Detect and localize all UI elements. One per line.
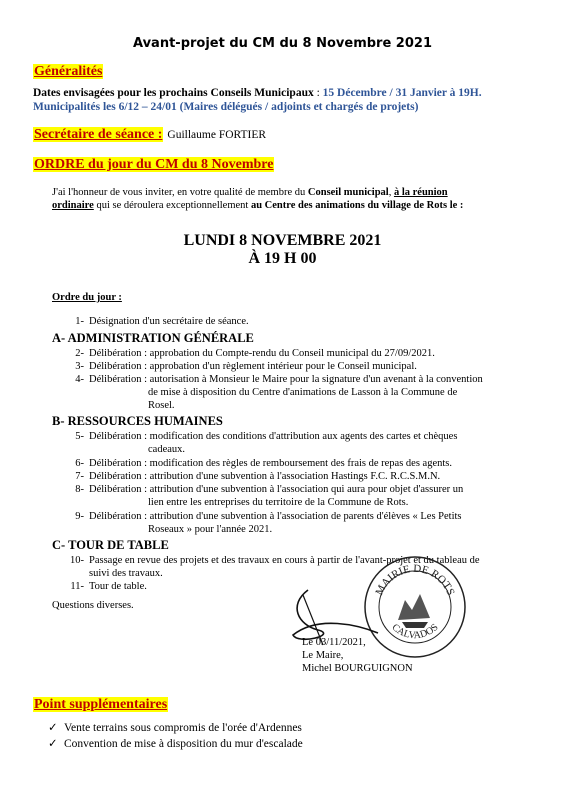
intro2-b: qui se déroulera exceptionnellement <box>93 200 251 211</box>
item-text: Tour de table. <box>89 581 147 592</box>
agenda-item-2 <box>58 348 435 361</box>
intro1-d: à la réunion <box>393 187 448 198</box>
meeting-time: À 19 H 00 <box>248 250 317 267</box>
dates-colon: : <box>313 87 320 99</box>
item-number: 3- <box>75 361 84 372</box>
stamp-bottom-text: CALVADOS <box>389 621 441 642</box>
ordre-heading <box>33 155 274 173</box>
dates-values: 15 Décembre / 31 Janvier à 19H. <box>319 87 482 99</box>
item-text: Désignation d'un secrétaire de séance. <box>89 316 249 327</box>
supplementaire-item-1 <box>48 720 302 734</box>
item-number: 8- <box>75 484 84 495</box>
item-number: 4- <box>75 374 84 385</box>
agenda-item-11 <box>58 581 147 594</box>
intro1-c: , <box>388 187 394 198</box>
letter-intro-line-2 <box>52 200 463 213</box>
item-number: 11- <box>70 581 84 592</box>
intro1-a: J'ai l'honneur de vous inviter, en votre qualité de membre du <box>52 187 308 198</box>
item-number: 10- <box>70 555 84 566</box>
signature-date: Le 03/11/2021, <box>302 637 366 648</box>
item-text: Délibération : attribution d'une subvention à l'association Hastings F.C. R.C.S.M.N. <box>89 471 441 482</box>
signature-role: Le Maire, <box>302 650 344 661</box>
agenda-item-10-cont-1: suivi des travaux. <box>89 568 163 579</box>
supplementaires-heading-text: Point supplémentaires <box>34 697 168 712</box>
agenda-item-6 <box>58 458 452 471</box>
item-text: Délibération : attribution d'une subvention à l'association de parents d'élèves « Les Petits <box>89 511 462 522</box>
secretaire-name: Guillaume FORTIER <box>167 129 267 141</box>
item-text: Passage en revue des projets et des travaux en cours à partir de l'avant-projet et du tableau de <box>89 555 480 566</box>
agenda-item-4 <box>58 374 483 387</box>
agenda-item-1 <box>58 316 249 329</box>
item-number: 2- <box>75 348 84 359</box>
generalites-heading-text: Généralités <box>34 64 103 79</box>
agenda-item-8 <box>58 484 463 497</box>
section-c-heading: C- TOUR DE TABLE <box>52 538 169 552</box>
supplementaire-item-2 <box>48 736 303 750</box>
item-text: Délibération : approbation d'un règlement intérieur pour le Conseil municipal. <box>89 361 417 372</box>
intro2-a: ordinaire <box>52 200 94 211</box>
agenda-item-7 <box>58 471 440 484</box>
item-number: 5- <box>75 431 84 442</box>
intro1-b: Conseil municipal <box>307 187 389 198</box>
supplementaire-item-text: Vente terrains sous compromis de l'orée d'Ardennes <box>64 722 302 734</box>
secretaire-row <box>33 125 266 143</box>
supplementaire-item-text: Convention de mise à disposition du mur d'escalade <box>64 738 303 750</box>
item-text: Délibération : autorisation à Monsieur le Maire pour la signature d'un avenant à la convention <box>89 374 483 385</box>
agenda-item-5-cont-1: cadeaux. <box>148 444 186 455</box>
generalites-line-2: Municipalités les 6/12 – 24/01 (Maires délégués / adjoints et chargés de projets) <box>33 101 419 113</box>
item-number: 1- <box>75 316 84 327</box>
signature-name: Michel BOURGUIGNON <box>302 663 413 674</box>
item-text: Délibération : modification des conditions d'attribution aux agents des cartes et chèques <box>89 431 458 442</box>
generalites-heading <box>33 62 103 80</box>
ordre-heading-text: ORDRE du jour du CM du 8 Novembre <box>34 157 274 172</box>
agenda-item-9-cont-1: Roseaux » pour l'année 2021. <box>148 524 273 535</box>
page-title: Avant-projet du CM du 8 Novembre 2021 <box>132 36 432 51</box>
agenda-item-3 <box>58 361 417 374</box>
secretaire-heading: Secrétaire de séance : <box>34 127 163 142</box>
item-text: Délibération : attribution d'une subvention à l'association qui aura pour objet d'assurer un <box>89 484 464 495</box>
item-number: 9- <box>75 511 84 522</box>
meeting-date: LUNDI 8 NOVEMBRE 2021 <box>183 232 382 249</box>
agenda-item-4-cont-2: Rosel. <box>148 400 175 411</box>
stamp-top-text: MAIRIE DE ROTS <box>373 562 457 598</box>
item-text: Délibération : modification des règles de remboursement des frais de repas des agents. <box>89 458 453 469</box>
agenda-item-8-cont-1: lien entre les entreprises du territoire de la Commune de Rots. <box>148 497 409 508</box>
supplementaires-heading <box>33 695 168 713</box>
section-a-heading: A- ADMINISTRATION GÉNÉRALE <box>52 331 254 345</box>
agenda-item-9 <box>58 511 462 524</box>
section-b-heading: B- RESSOURCES HUMAINES <box>52 414 223 428</box>
questions-diverses: Questions diverses. <box>52 600 134 611</box>
checkmark-icon: ✓ <box>48 738 58 750</box>
item-number: 6- <box>75 458 84 469</box>
agenda-item-5 <box>58 431 457 444</box>
generalites-line-1 <box>33 87 543 99</box>
ordre-label: Ordre du jour : <box>52 292 122 303</box>
checkmark-icon: ✓ <box>48 722 58 734</box>
dates-label: Dates envisagées pour les prochains Conseils Municipaux <box>33 87 314 99</box>
agenda-item-4-cont-1: de mise à disposition du Centre d'animations de Lasson à la Commune de <box>148 387 458 398</box>
item-number: 7- <box>75 471 84 482</box>
item-text: Délibération : approbation du Compte-rendu du Conseil municipal du 27/09/2021. <box>89 348 435 359</box>
intro2-c: au Centre des animations du village de Rots le : <box>250 200 464 211</box>
letter-intro-line-1 <box>52 187 448 200</box>
